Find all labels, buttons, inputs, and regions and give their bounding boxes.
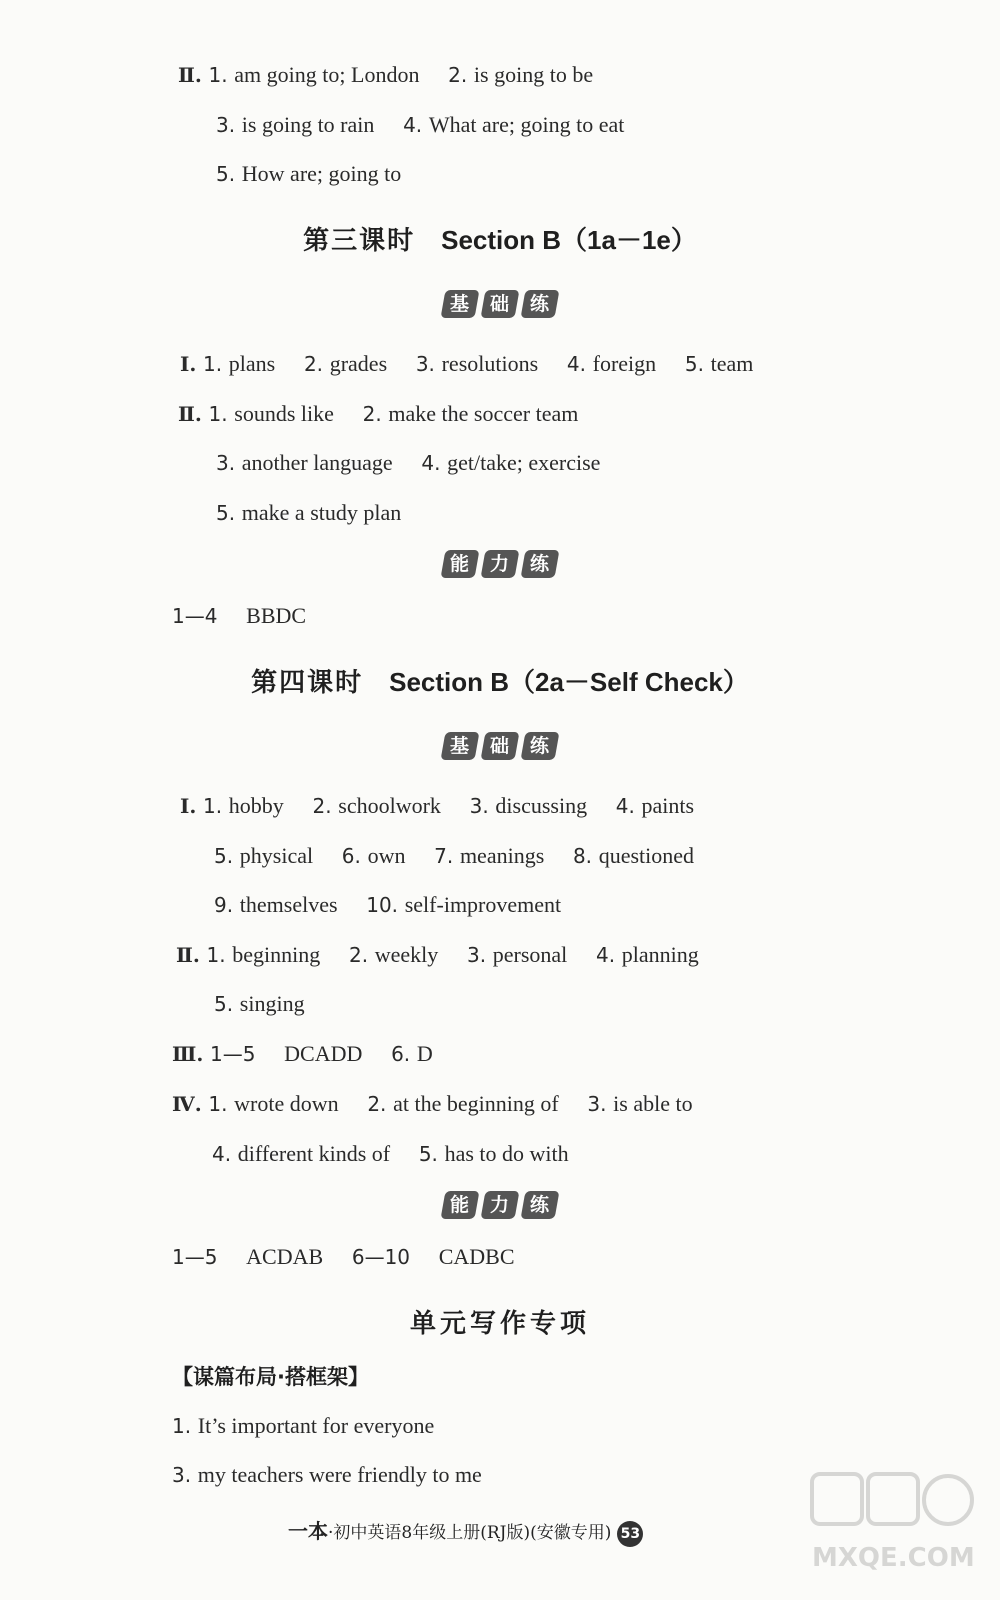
answer-text: How are; going to xyxy=(241,161,402,186)
item-number: 7. xyxy=(434,844,454,868)
answer-text: paints xyxy=(641,793,695,818)
item-number: 6. xyxy=(341,844,361,868)
answer-text: self-improvement xyxy=(404,892,562,917)
item-number: 3. xyxy=(172,1463,192,1487)
item-number: 10. xyxy=(366,893,399,917)
answer-text: hobby xyxy=(228,793,284,818)
answer-text: weekly xyxy=(374,942,439,967)
answer-text: meanings xyxy=(459,843,545,868)
subsection-heading: 【谋篇布局·搭框架】 xyxy=(172,1365,369,1389)
answer-line xyxy=(216,113,624,137)
badge-char: 力 xyxy=(481,1191,520,1219)
item-number: 2. xyxy=(348,943,369,967)
item-number: 5. xyxy=(216,162,236,186)
item-number: 1. xyxy=(208,402,228,426)
answer-text: am going to; London xyxy=(234,62,420,87)
item-range: 1—4 xyxy=(172,604,218,628)
item-number: 4. xyxy=(421,451,441,475)
answer-text: themselves xyxy=(239,892,338,917)
badge-char: 基 xyxy=(441,290,480,318)
lesson-heading-en: Section B（1a－1e） xyxy=(441,225,697,255)
badge-char: 练 xyxy=(521,1191,560,1219)
item-number: 1. xyxy=(172,1414,192,1438)
answer-text: wrote down xyxy=(234,1091,339,1116)
item-number: 2. xyxy=(303,352,324,376)
item-number: 2. xyxy=(448,63,468,87)
item-number: 5. xyxy=(418,1142,438,1166)
basic-practice-badge xyxy=(0,290,1000,320)
page-number: 53 xyxy=(617,1521,643,1547)
badge-char: 能 xyxy=(441,1191,480,1219)
answer-line xyxy=(172,1463,482,1487)
roman-numeral: Ⅱ. xyxy=(178,402,202,426)
item-number: 3. xyxy=(216,451,236,475)
badge-char: 练 xyxy=(521,550,560,578)
answer-line xyxy=(178,63,593,87)
item-number: 4. xyxy=(403,113,423,137)
answer-text: discussing xyxy=(495,793,588,818)
answer-line xyxy=(172,1092,693,1116)
answer-text: at the beginning of xyxy=(393,1091,559,1116)
lesson-heading-en: Section B（2a－Self Check） xyxy=(389,667,749,697)
book-brand: 一本 xyxy=(288,1519,328,1543)
item-number: 3. xyxy=(587,1092,607,1116)
answer-text: grades xyxy=(329,351,388,376)
answer-line xyxy=(214,844,694,868)
answer-text: make the soccer team xyxy=(388,401,579,426)
answer-line xyxy=(172,1245,515,1269)
answer-text: physical xyxy=(239,843,314,868)
answer-text: BBDC xyxy=(246,603,307,628)
ability-practice-badge xyxy=(0,1191,1000,1221)
badge-char: 础 xyxy=(481,290,520,318)
badge-char: 练 xyxy=(521,290,560,318)
badge-char: 力 xyxy=(481,550,520,578)
answer-text: ACDAB xyxy=(246,1244,324,1269)
answer-line xyxy=(180,794,694,818)
answer-text: foreign xyxy=(592,351,657,376)
item-number: 8. xyxy=(572,844,593,868)
item-number: 3. xyxy=(469,794,489,818)
item-number: 1. xyxy=(208,1092,228,1116)
item-range: 1—5 xyxy=(172,1245,218,1269)
answer-text: get/take; exercise xyxy=(447,450,601,475)
item-number: 5. xyxy=(214,844,234,868)
item-number: 5. xyxy=(214,992,234,1016)
page-footer xyxy=(288,1518,643,1547)
item-number: 2. xyxy=(362,402,382,426)
lesson-heading xyxy=(0,666,1000,699)
badge-char: 练 xyxy=(521,732,560,760)
answer-text: is going to be xyxy=(473,62,594,87)
item-number: 4. xyxy=(566,352,586,376)
unit-writing-title: 单元写作专项 xyxy=(409,1309,590,1339)
item-number: 4. xyxy=(212,1142,232,1166)
answer-text: sounds like xyxy=(234,401,334,426)
lesson-heading xyxy=(0,224,1000,257)
lesson-heading-cn: 第四课时 xyxy=(251,668,364,698)
answer-line xyxy=(216,501,401,525)
answer-text: It’s important for everyone xyxy=(197,1413,435,1438)
badge-char: 能 xyxy=(441,550,480,578)
item-number: 1. xyxy=(203,794,223,818)
answer-text: different kinds of xyxy=(237,1141,391,1166)
answer-line xyxy=(216,451,600,475)
answer-line xyxy=(172,1042,433,1066)
answer-line xyxy=(172,604,306,628)
answer-line xyxy=(212,1142,569,1166)
answer-text: planning xyxy=(621,942,699,967)
item-number: 3. xyxy=(415,352,435,376)
answer-text: my teachers were friendly to me xyxy=(197,1462,482,1487)
answer-text: make a study plan xyxy=(241,500,402,525)
answer-text: CADBC xyxy=(438,1244,515,1269)
answer-line xyxy=(172,1414,434,1438)
roman-numeral: Ⅱ. xyxy=(176,943,200,967)
watermark-text: MXQE.COM xyxy=(812,1543,975,1573)
item-number: 1. xyxy=(203,352,223,376)
roman-numeral: Ⅲ. xyxy=(172,1042,204,1066)
item-number: 3. xyxy=(466,943,487,967)
item-number: 1. xyxy=(208,63,228,87)
item-range: 6—10 xyxy=(351,1245,411,1269)
answer-text: schoolwork xyxy=(338,793,441,818)
item-number: 2. xyxy=(367,1092,387,1116)
answer-text: plans xyxy=(228,351,276,376)
item-number: 5. xyxy=(216,501,236,525)
answer-text: is able to xyxy=(613,1091,693,1116)
lesson-heading-cn: 第三课时 xyxy=(303,226,416,256)
item-number: 9. xyxy=(214,893,234,917)
answer-text: What are; going to eat xyxy=(428,112,625,137)
answer-line xyxy=(180,352,753,376)
answer-line xyxy=(216,162,401,186)
book-info: ·初中英语8年级上册(RJ版)(安徽专用) xyxy=(328,1523,612,1543)
answer-line xyxy=(178,402,578,426)
item-number: 4. xyxy=(595,943,616,967)
basic-practice-badge xyxy=(0,732,1000,762)
answer-text: DCADD xyxy=(284,1041,363,1066)
roman-numeral: Ⅰ. xyxy=(180,794,197,818)
roman-numeral: Ⅰ. xyxy=(180,352,197,376)
item-number: 6. xyxy=(391,1042,411,1066)
answer-text: beginning xyxy=(232,942,321,967)
answer-text: resolutions xyxy=(441,351,539,376)
item-number: 5. xyxy=(684,352,704,376)
answer-text: has to do with xyxy=(444,1141,569,1166)
roman-numeral: Ⅱ. xyxy=(178,63,202,87)
answer-text: own xyxy=(367,843,406,868)
answer-line xyxy=(214,992,305,1016)
item-number: 4. xyxy=(615,794,635,818)
badge-char: 础 xyxy=(481,732,520,760)
badge-char: 基 xyxy=(441,732,480,760)
answer-text: questioned xyxy=(598,843,695,868)
answer-text: is going to rain xyxy=(241,112,375,137)
watermark-logo xyxy=(808,1470,978,1580)
ability-practice-badge xyxy=(0,550,1000,580)
answer-line xyxy=(176,943,699,967)
answer-text: another language xyxy=(241,450,393,475)
answer-line xyxy=(214,893,561,917)
answer-text: D xyxy=(416,1041,433,1066)
answer-text: team xyxy=(710,351,754,376)
item-number: 3. xyxy=(216,113,236,137)
item-number: 2. xyxy=(312,794,332,818)
item-number: 1. xyxy=(206,943,226,967)
answer-text: personal xyxy=(492,942,568,967)
roman-numeral: Ⅳ. xyxy=(172,1092,202,1116)
item-range: 1—5 xyxy=(210,1042,256,1066)
answer-text: singing xyxy=(239,991,305,1016)
